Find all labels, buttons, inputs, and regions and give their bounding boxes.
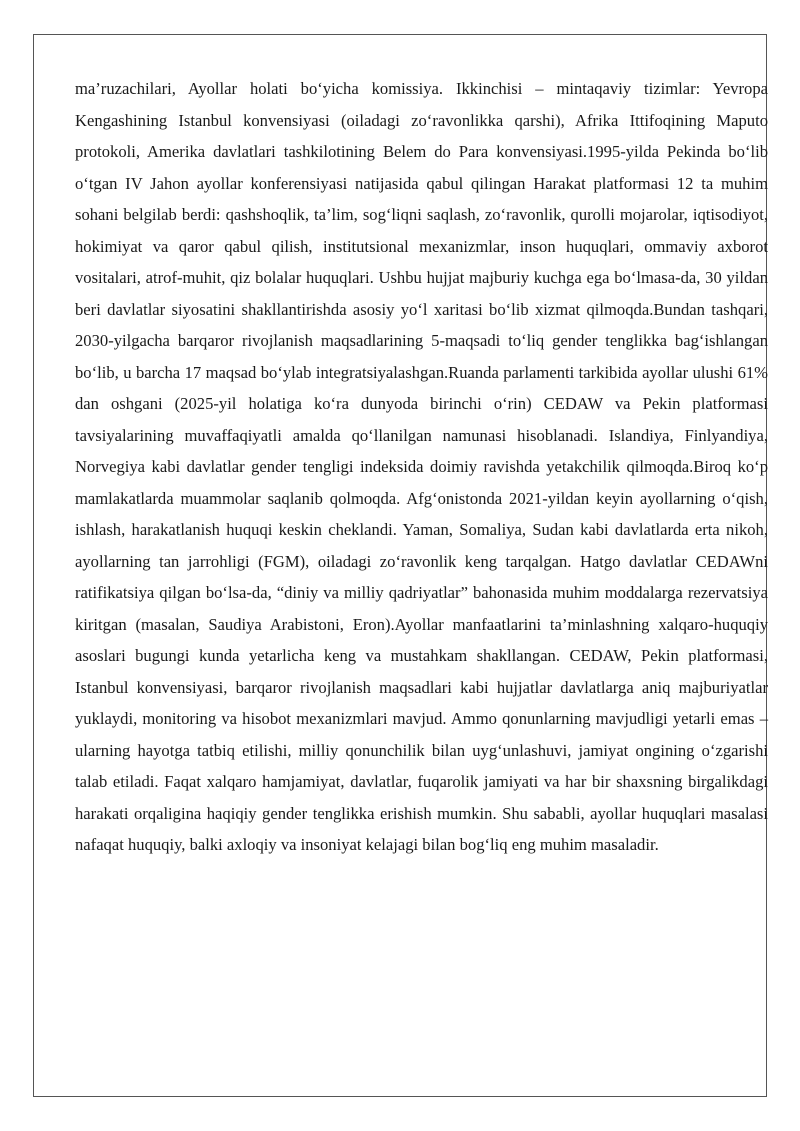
body-paragraph: ma’ruzachilari, Ayollar holati bo‘yicha komissiya. Ikkinchisi – mintaqaviy tizimlar: Yevropa Kengashining Istanbul konvensiyasi (oiladagi zo‘ravonlikka qarshi), Afrika Ittifoqining Maputo protokoli, Amerika davlatlari tashkilotining Belem do Para konvensiyasi.1995-yilda Pekinda bo‘lib o‘tgan IV Jahon ayollar konferensiyasi natijasida qabul qilingan Harakat platformasi 12 ta muhim sohani belgilab berdi: qashshoqlik, ta’lim, sog‘liqni saqlash, zo‘ravonlik, qurolli mojarolar, iqtisodiyot, hokimiyat va qaror qabul qilish, institutsional mexanizmlar, inson huquqlari, ommaviy axborot vositalari, atrof-muhit, qiz bolalar huquqlari. Ushbu hujjat majburiy kuchga ega bo‘lmasa-da, 30 yildan beri davlatlar siyosatini shakllantirishda asosiy yo‘l xaritasi bo‘lib xizmat qilmoqda.Bundan tashqari, 2030-yilgacha barqaror rivojlanish maqsadlarining 5-maqsadi to‘liq gender tenglikka bag‘ishlangan bo‘lib, u barcha 17 maqsad bo‘ylab integratsiyalashgan.Ruanda parlamenti tarkibida ayollar ulushi 61% dan oshgani (2025-yil holatiga ko‘ra dunyoda birinchi o‘rin) CEDAW va Pekin platformasi tavsiyalarining muvaffaqiyatli amalda qo‘llanilgan namunasi hisoblanadi. Islandiya, Finlyandiya, Norvegiya kabi davlatlar gender tengligi indeksida doimiy ravishda yetakchilik qilmoqda.Biroq ko‘p mamlakatlarda muammolar saqlanib qolmoqda. Afg‘onistonda 2021-yildan keyin ayollarning o‘qish, ishlash, harakatlanish huquqi keskin cheklandi. Yaman, Somaliya, Sudan kabi davlatlarda erta nikoh, ayollarning tan jarrohligi (FGM), oiladagi zo‘ravonlik keng tarqalgan. Hatgo davlatlar CEDAWni ratifikatsiya qilgan bo‘lsa-da, “diniy va milliy qadriyatlar” bahonasida muhim moddalarga rezervatsiya kiritgan (masalan, Saudiya Arabistoni, Eron).Ayollar manfaatlarini ta’minlashning xalqaro-huquqiy asoslari bugungi kunda yetarlicha keng va mustahkam shakllangan. CEDAW, Pekin platformasi, Istanbul konvensiyasi, barqaror rivojlanish maqsadlari kabi hujjatlar davlatlarga aniq majburiyatlar yuklaydi, monitoring va hisobot mexanizmlari mavjud. Ammo qonunlarning mavjudligi yetarli emas – ularning hayotga tatbiq etilishi, milliy qonunchilik bilan uyg‘unlashuvi, jamiyat ongining o‘zgarishi talab etiladi. Faqat xalqaro hamjamiyat, davlatlar, fuqarolik jamiyati va har bir shaxsning birgalikdagi harakati orqaligina haqiqiy gender tenglikka erishish mumkin. Shu sababli, ayollar huquqlari masalasi nafaqat huquqiy, balki axloqiy va insoniyat kelajagi bilan bog‘liq eng muhim masaladir. (75, 79, 768, 854)
